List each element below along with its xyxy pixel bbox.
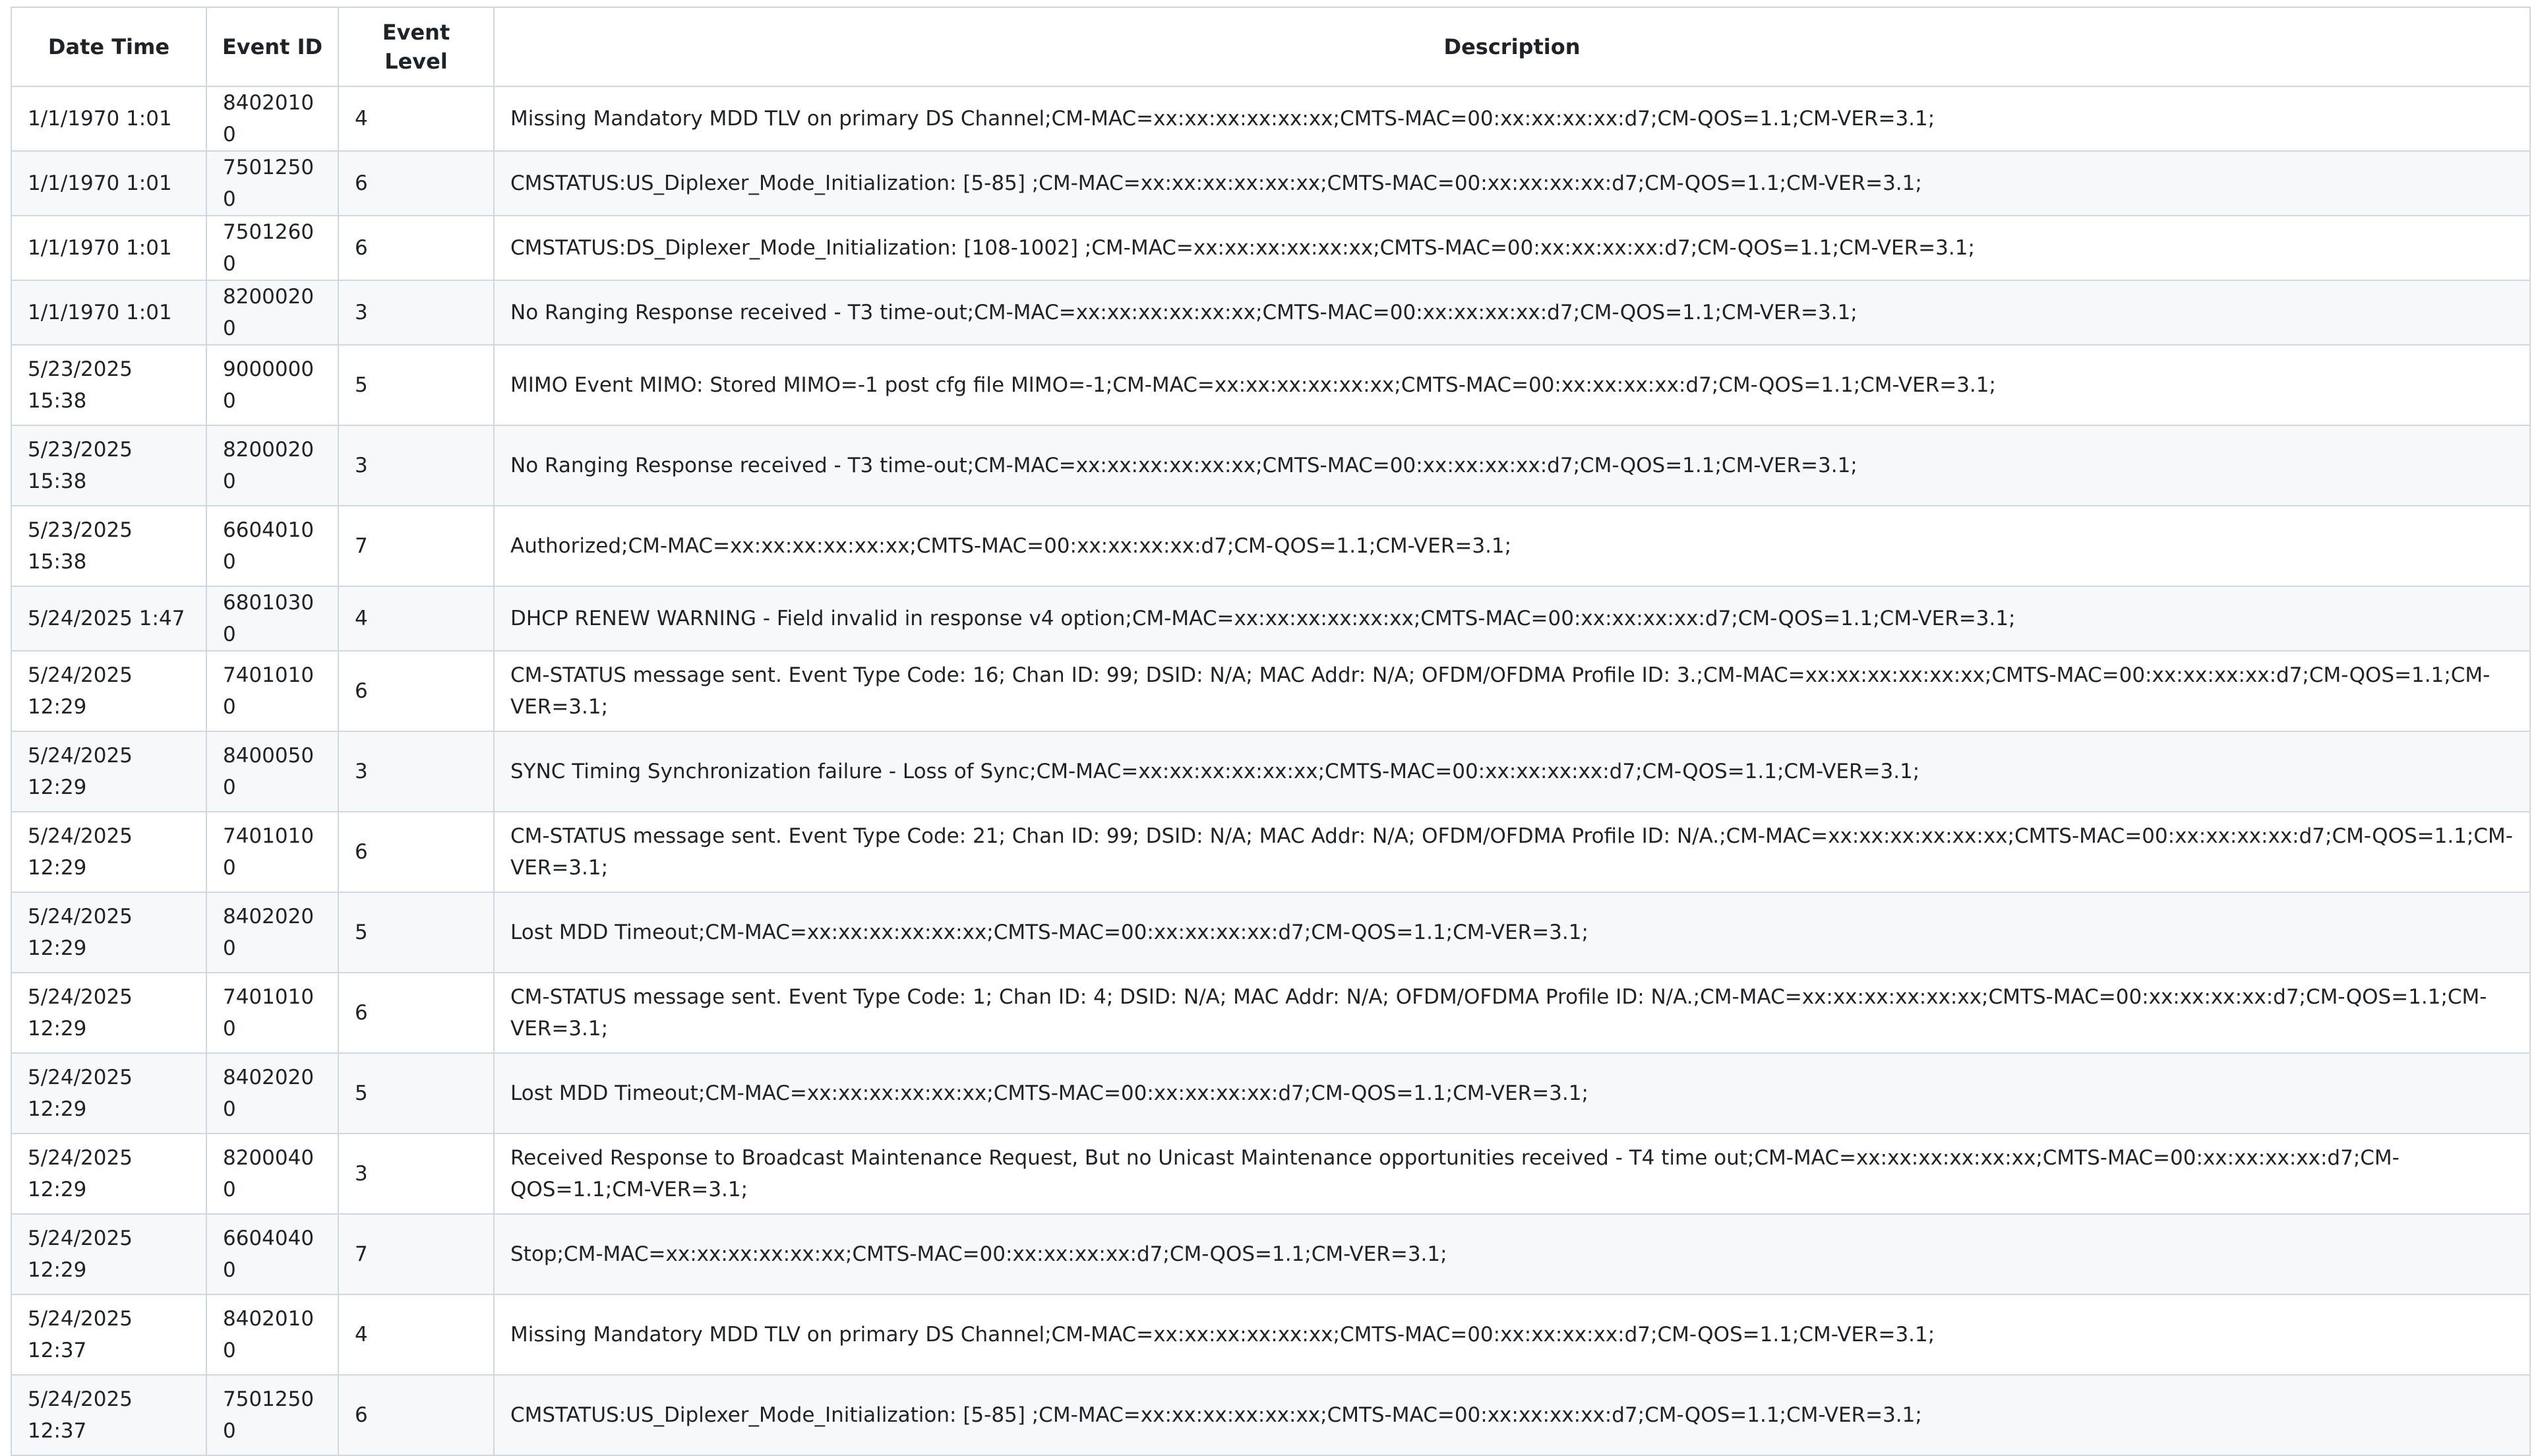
description-cell: Received Response to Broadcast Maintenance Request, But no Unicast Maintenance opportunities received - T4 time out;CM-MAC=xx:xx:xx:xx:xx:xx;CMTS-MAC=00:xx:xx:xx:xx:d7;CM-QOS=1.1;CM-VER=3.1; <box>494 1134 2530 1214</box>
event-level-cell: 4 <box>338 86 494 151</box>
event-level-cell: 4 <box>338 1294 494 1375</box>
event-level-cell: 6 <box>338 216 494 280</box>
table-row <box>11 812 2530 892</box>
event-level-cell: 6 <box>338 973 494 1053</box>
table-row <box>11 1375 2530 1455</box>
description-cell: CM-STATUS message sent. Event Type Code: 21; Chan ID: 99; DSID: N/A; MAC Addr: N/A; OFDM/OFDMA Profile ID: N/A.;CM-MAC=xx:xx:xx:xx:xx:xx;CMTS-MAC=00:xx:xx:xx:xx:d7;CM-QOS=1.1;CM-VER=3.1; <box>494 812 2530 892</box>
date-time-cell: 5/24/2025 12:29 <box>11 812 206 892</box>
date-time-cell: 1/1/1970 1:01 <box>11 86 206 151</box>
table-row <box>11 586 2530 651</box>
date-time-cell: 1/1/1970 1:01 <box>11 280 206 345</box>
table-row <box>11 651 2530 731</box>
table-row <box>11 425 2530 506</box>
event-id-cell: 84020200 <box>206 1053 338 1134</box>
date-time-cell: 5/24/2025 1:47 <box>11 586 206 651</box>
event-level-cell: 3 <box>338 280 494 345</box>
event-id-cell: 84020100 <box>206 1294 338 1375</box>
event-id-cell: 74010100 <box>206 973 338 1053</box>
description-cell: CMSTATUS:DS_Diplexer_Mode_Initialization: [108-1002] ;CM-MAC=xx:xx:xx:xx:xx:xx;CMTS-MAC=00:xx:xx:xx:xx:d7;CM-QOS=1.1;CM-VER=3.1; <box>494 216 2530 280</box>
description-cell: SYNC Timing Synchronization failure - Loss of Sync;CM-MAC=xx:xx:xx:xx:xx:xx;CMTS-MAC=00:xx:xx:xx:xx:d7;CM-QOS=1.1;CM-VER=3.1; <box>494 731 2530 812</box>
description-cell: Missing Mandatory MDD TLV on primary DS Channel;CM-MAC=xx:xx:xx:xx:xx:xx;CMTS-MAC=00:xx:xx:xx:xx:d7;CM-QOS=1.1;CM-VER=3.1; <box>494 86 2530 151</box>
event-level-cell: 6 <box>338 812 494 892</box>
table-row <box>11 1053 2530 1134</box>
date-time-cell: 5/23/2025 15:38 <box>11 506 206 586</box>
table-row <box>11 86 2530 151</box>
description-cell: Lost MDD Timeout;CM-MAC=xx:xx:xx:xx:xx:xx;CMTS-MAC=00:xx:xx:xx:xx:d7;CM-QOS=1.1;CM-VER=3.1; <box>494 892 2530 973</box>
event-id-cell: 66040100 <box>206 506 338 586</box>
description-cell: CM-STATUS message sent. Event Type Code: 1; Chan ID: 4; DSID: N/A; MAC Addr: N/A; OFDM/OFDMA Profile ID: N/A.;CM-MAC=xx:xx:xx:xx:xx:xx;CMTS-MAC=00:xx:xx:xx:xx:d7;CM-QOS=1.1;CM-VER=3.1; <box>494 973 2530 1053</box>
date-time-cell: 1/1/1970 1:01 <box>11 151 206 216</box>
description-cell: MIMO Event MIMO: Stored MIMO=-1 post cfg file MIMO=-1;CM-MAC=xx:xx:xx:xx:xx:xx;CMTS-MAC=00:xx:xx:xx:xx:d7;CM-QOS=1.1;CM-VER=3.1; <box>494 345 2530 425</box>
description-cell: No Ranging Response received - T3 time-out;CM-MAC=xx:xx:xx:xx:xx:xx;CMTS-MAC=00:xx:xx:xx:xx:d7;CM-QOS=1.1;CM-VER=3.1; <box>494 280 2530 345</box>
event-level-cell: 6 <box>338 151 494 216</box>
event-level-cell: 5 <box>338 345 494 425</box>
event-level-cell: 6 <box>338 651 494 731</box>
description-cell: CMSTATUS:US_Diplexer_Mode_Initialization: [5-85] ;CM-MAC=xx:xx:xx:xx:xx:xx;CMTS-MAC=00:xx:xx:xx:xx:d7;CM-QOS=1.1;CM-VER=3.1; <box>494 151 2530 216</box>
event-id-cell: 82000200 <box>206 425 338 506</box>
event-id-cell: 84020200 <box>206 892 338 973</box>
description-cell: Missing Mandatory MDD TLV on primary DS Channel;CM-MAC=xx:xx:xx:xx:xx:xx;CMTS-MAC=00:xx:xx:xx:xx:d7;CM-QOS=1.1;CM-VER=3.1; <box>494 1294 2530 1375</box>
event-level-cell: 7 <box>338 506 494 586</box>
description-cell: No Ranging Response received - T3 time-out;CM-MAC=xx:xx:xx:xx:xx:xx;CMTS-MAC=00:xx:xx:xx:xx:d7;CM-QOS=1.1;CM-VER=3.1; <box>494 425 2530 506</box>
table-row <box>11 1134 2530 1214</box>
table-header <box>11 7 2530 86</box>
table-row <box>11 151 2530 216</box>
date-time-cell: 5/23/2025 15:38 <box>11 425 206 506</box>
header-row <box>11 7 2530 86</box>
event-log-container <box>11 7 2531 1456</box>
event-id-cell: 90000000 <box>206 345 338 425</box>
event-level-cell: 5 <box>338 1053 494 1134</box>
date-time-cell: 5/24/2025 12:29 <box>11 731 206 812</box>
event-level-cell: 3 <box>338 425 494 506</box>
table-row <box>11 1214 2530 1294</box>
date-time-cell: 1/1/1970 1:01 <box>11 216 206 280</box>
event-id-cell: 75012500 <box>206 1375 338 1455</box>
table-row <box>11 892 2530 973</box>
date-time-cell: 5/24/2025 12:29 <box>11 1214 206 1294</box>
description-cell: Authorized;CM-MAC=xx:xx:xx:xx:xx:xx;CMTS-MAC=00:xx:xx:xx:xx:d7;CM-QOS=1.1;CM-VER=3.1; <box>494 506 2530 586</box>
event-id-cell: 74010100 <box>206 812 338 892</box>
event-id-cell: 68010300 <box>206 586 338 651</box>
description-cell: CMSTATUS:US_Diplexer_Mode_Initialization: [5-85] ;CM-MAC=xx:xx:xx:xx:xx:xx;CMTS-MAC=00:xx:xx:xx:xx:d7;CM-QOS=1.1;CM-VER=3.1; <box>494 1375 2530 1455</box>
date-time-cell: 5/24/2025 12:37 <box>11 1294 206 1375</box>
table-body <box>11 86 2530 1455</box>
event-id-cell: 82000200 <box>206 280 338 345</box>
table-row <box>11 1294 2530 1375</box>
column-header-date-time: Date Time <box>11 7 206 86</box>
event-id-cell: 84020100 <box>206 86 338 151</box>
date-time-cell: 5/24/2025 12:37 <box>11 1375 206 1455</box>
event-id-cell: 75012600 <box>206 216 338 280</box>
date-time-cell: 5/24/2025 12:29 <box>11 651 206 731</box>
column-header-description: Description <box>494 7 2530 86</box>
event-log-table <box>11 7 2531 1456</box>
table-row <box>11 731 2530 812</box>
description-cell: Stop;CM-MAC=xx:xx:xx:xx:xx:xx;CMTS-MAC=00:xx:xx:xx:xx:d7;CM-QOS=1.1;CM-VER=3.1; <box>494 1214 2530 1294</box>
table-row <box>11 345 2530 425</box>
table-row <box>11 280 2530 345</box>
event-level-cell: 7 <box>338 1214 494 1294</box>
description-cell: Lost MDD Timeout;CM-MAC=xx:xx:xx:xx:xx:xx;CMTS-MAC=00:xx:xx:xx:xx:d7;CM-QOS=1.1;CM-VER=3.1; <box>494 1053 2530 1134</box>
column-header-event-level: Event Level <box>338 7 494 86</box>
date-time-cell: 5/24/2025 12:29 <box>11 1134 206 1214</box>
event-level-cell: 3 <box>338 1134 494 1214</box>
date-time-cell: 5/24/2025 12:29 <box>11 973 206 1053</box>
date-time-cell: 5/24/2025 12:29 <box>11 1053 206 1134</box>
description-cell: CM-STATUS message sent. Event Type Code: 16; Chan ID: 99; DSID: N/A; MAC Addr: N/A; OFDM/OFDMA Profile ID: 3.;CM-MAC=xx:xx:xx:xx:xx:xx;CMTS-MAC=00:xx:xx:xx:xx:d7;CM-QOS=1.1;CM-VER=3.1; <box>494 651 2530 731</box>
event-id-cell: 75012500 <box>206 151 338 216</box>
event-level-cell: 5 <box>338 892 494 973</box>
event-id-cell: 66040400 <box>206 1214 338 1294</box>
description-cell: DHCP RENEW WARNING - Field invalid in response v4 option;CM-MAC=xx:xx:xx:xx:xx:xx;CMTS-MAC=00:xx:xx:xx:xx:d7;CM-QOS=1.1;CM-VER=3.1; <box>494 586 2530 651</box>
column-header-event-id: Event ID <box>206 7 338 86</box>
event-id-cell: 82000400 <box>206 1134 338 1214</box>
event-id-cell: 74010100 <box>206 651 338 731</box>
date-time-cell: 5/24/2025 12:29 <box>11 892 206 973</box>
date-time-cell: 5/23/2025 15:38 <box>11 345 206 425</box>
table-row <box>11 973 2530 1053</box>
table-row <box>11 506 2530 586</box>
table-row <box>11 216 2530 280</box>
event-level-cell: 4 <box>338 586 494 651</box>
event-id-cell: 84000500 <box>206 731 338 812</box>
event-level-cell: 3 <box>338 731 494 812</box>
event-level-cell: 6 <box>338 1375 494 1455</box>
